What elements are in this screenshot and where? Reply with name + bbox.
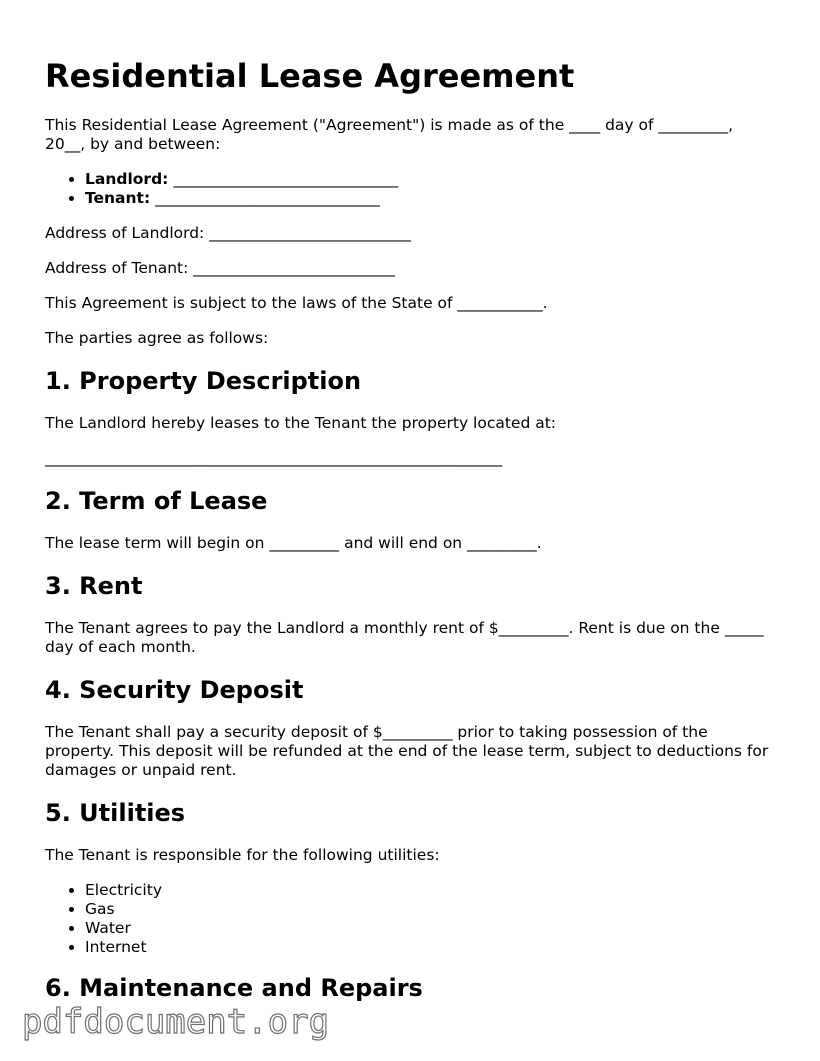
party-landlord [85,170,775,189]
section-deposit-text: The Tenant shall pay a security deposit of $_________ prior to taking possession of the property. This deposit will be refunded at the end of the lease term, subject to deductions for damages or unpaid rent. [45,723,769,779]
party-landlord-line: _____________________________ [173,170,399,188]
section-property-line: ___________________________________________________________ [45,449,503,467]
utility-item: • Gas [85,900,775,919]
section-rent-text: The Tenant agrees to pay the Landlord a monthly rent of $_________. Rent is due on the _____ day of each month. [45,619,764,656]
party-tenant-label: Tenant: [85,189,151,207]
section-utilities-heading: 5. Utilities [45,799,186,827]
document-page [45,56,775,1021]
section-maintenance-heading: 6. Maintenance and Repairs [45,974,423,1002]
document-title: Residential Lease Agreement [45,57,575,95]
section-utilities-text: The Tenant is responsible for the following utilities: [45,846,440,864]
address-tenant: Address of Tenant: __________________________ [45,259,395,277]
governing-law: This Agreement is subject to the laws of the State of ___________. [45,294,548,312]
section-term-text: The lease term will begin on _________ and will end on _________. [45,534,542,552]
section-term-heading: 2. Term of Lease [45,487,268,515]
section-rent-heading: 3. Rent [45,572,143,600]
party-tenant [85,189,775,208]
utility-item: • Electricity [85,881,775,900]
address-landlord: Address of Landlord: __________________________ [45,224,411,242]
parties-list [45,170,775,208]
section-property-heading: 1. Property Description [45,367,362,395]
party-tenant-line: _____________________________ [155,189,380,207]
section-deposit-heading: 4. Security Deposit [45,676,304,704]
parties-agree: The parties agree as follows: [45,329,269,347]
party-landlord-label: Landlord: [85,170,169,188]
utilities-list [45,881,775,957]
intro-paragraph: This Residential Lease Agreement ("Agreement") is made as of the ____ day of _________, 20__, by and between: [45,116,734,153]
utility-item: • Internet [85,938,775,957]
utility-item: • Water [85,919,775,938]
section-property-text: The Landlord hereby leases to the Tenant the property located at: [45,414,557,432]
watermark-text: pdfdocument.org [22,1002,330,1042]
